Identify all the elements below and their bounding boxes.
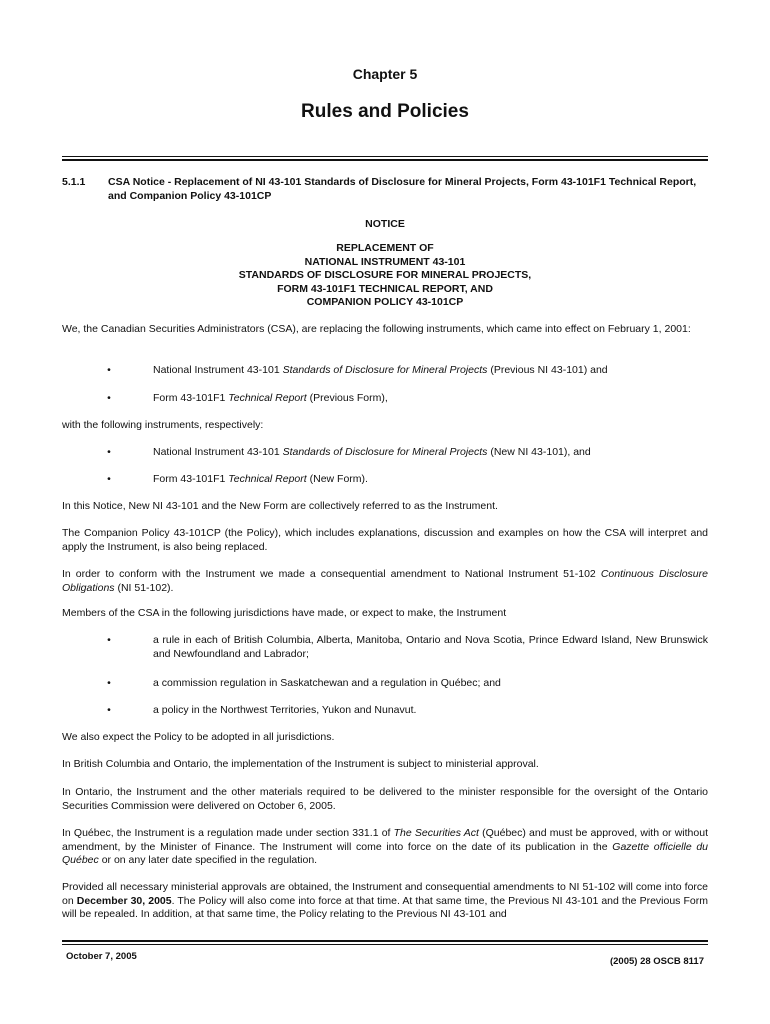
- paragraph: The Companion Policy 43-101CP (the Policy), which includes explanations, discussion and examples on how the CSA will interpret and apply the Instrument, is also being replaced.: [62, 527, 708, 553]
- list-item: a policy in the Northwest Territories, Yukon and Nunavut.: [153, 704, 417, 716]
- bottom-rule-thick: [62, 940, 708, 942]
- footer-citation: (2005) 28 OSCB 8117: [609, 956, 704, 967]
- bottom-rule-thin: [62, 944, 708, 945]
- paragraph: In order to conform with the Instrument we made a consequential amendment to National Instrument 51-102 Continuous Disclosure Obligations (NI 51-102).: [62, 568, 708, 594]
- paragraph: Provided all necessary ministerial approvals are obtained, the Instrument and consequential amendments to NI 51-102 will come into force on December 30, 2005. The Policy will also come into force at that time. At that same time, the Previous NI 43-101 and the Previous Form will be repealed. In addition, at that same time, the Policy relating to the Previous NI 43-101 and: [62, 881, 708, 920]
- bullet-icon: •: [107, 446, 111, 458]
- top-rule-thick: [62, 159, 708, 161]
- bullet-icon: •: [107, 677, 111, 689]
- paragraph: In Québec, the Instrument is a regulation made under section 331.1 of The Securities Act (Québec) and must be approved, with or without amendment, by the Minister of Finance. The Instrument will come into force on the date of its publication in the Gazette officielle du Québec or on any later date specified in the regulation.: [62, 827, 709, 866]
- paragraph: In British Columbia and Ontario, the implementation of the Instrument is subject to ministerial approval.: [62, 758, 539, 770]
- bullet-icon: •: [107, 364, 111, 376]
- paragraph: In Ontario, the Instrument and the other materials required to be delivered to the minister responsible for the oversight of the Ontario Securities Commission were delivered on October 6, 2005.: [62, 786, 708, 812]
- chapter-label: Chapter 5: [352, 66, 418, 82]
- notice-heading-line: FORM 43-101F1 TECHNICAL REPORT, AND: [277, 282, 493, 295]
- paragraph: with the following instruments, respectively:: [62, 419, 264, 431]
- bullet-icon: •: [107, 392, 111, 404]
- section-title: CSA Notice - Replacement of NI 43-101 Standards of Disclosure for Mineral Projects, Form 43-101F1 Technical Report, and Companion Policy 43-101CP: [108, 176, 697, 202]
- bullet-icon: •: [107, 473, 111, 485]
- bullet-icon: •: [107, 634, 111, 646]
- paragraph: We also expect the Policy to be adopted in all jurisdictions.: [62, 731, 335, 743]
- notice-heading-line: REPLACEMENT OF: [336, 242, 434, 254]
- bullet-icon: •: [107, 704, 111, 716]
- section-number: 5.1.1: [62, 176, 86, 188]
- notice-label: NOTICE: [365, 218, 405, 230]
- footer-date: October 7, 2005: [66, 951, 137, 962]
- notice-heading-line: NATIONAL INSTRUMENT 43-101: [304, 255, 466, 268]
- paragraph: Members of the CSA in the following jurisdictions have made, or expect to make, the Instrument: [62, 607, 507, 619]
- notice-heading-line: COMPANION POLICY 43-101CP: [306, 296, 464, 308]
- list-item: National Instrument 43-101 Standards of Disclosure for Mineral Projects (Previous NI 43-101) and: [153, 364, 608, 376]
- paragraph: In this Notice, New NI 43-101 and the New Form are collectively referred to as the Instrument.: [62, 500, 498, 512]
- page-title: Rules and Policies: [301, 101, 469, 122]
- list-item: a rule in each of British Columbia, Alberta, Manitoba, Ontario and Nova Scotia, Prince Edward Island, New Brunswick and Newfoundland and Labrador;: [153, 634, 708, 660]
- paragraph: We, the Canadian Securities Administrators (CSA), are replacing the following instruments, which came into effect on February 1, 2001:: [62, 323, 691, 335]
- list-item: Form 43-101F1 Technical Report (Previous Form),: [153, 392, 388, 404]
- notice-heading-line: STANDARDS OF DISCLOSURE FOR MINERAL PROJECTS,: [238, 269, 532, 281]
- list-item: Form 43-101F1 Technical Report (New Form).: [153, 473, 368, 485]
- list-item: a commission regulation in Saskatchewan and a regulation in Québec; and: [153, 677, 501, 689]
- list-item: National Instrument 43-101 Standards of Disclosure for Mineral Projects (New NI 43-101), and: [153, 446, 591, 458]
- notice-heading: [62, 242, 708, 310]
- top-rule-thin: [62, 156, 708, 157]
